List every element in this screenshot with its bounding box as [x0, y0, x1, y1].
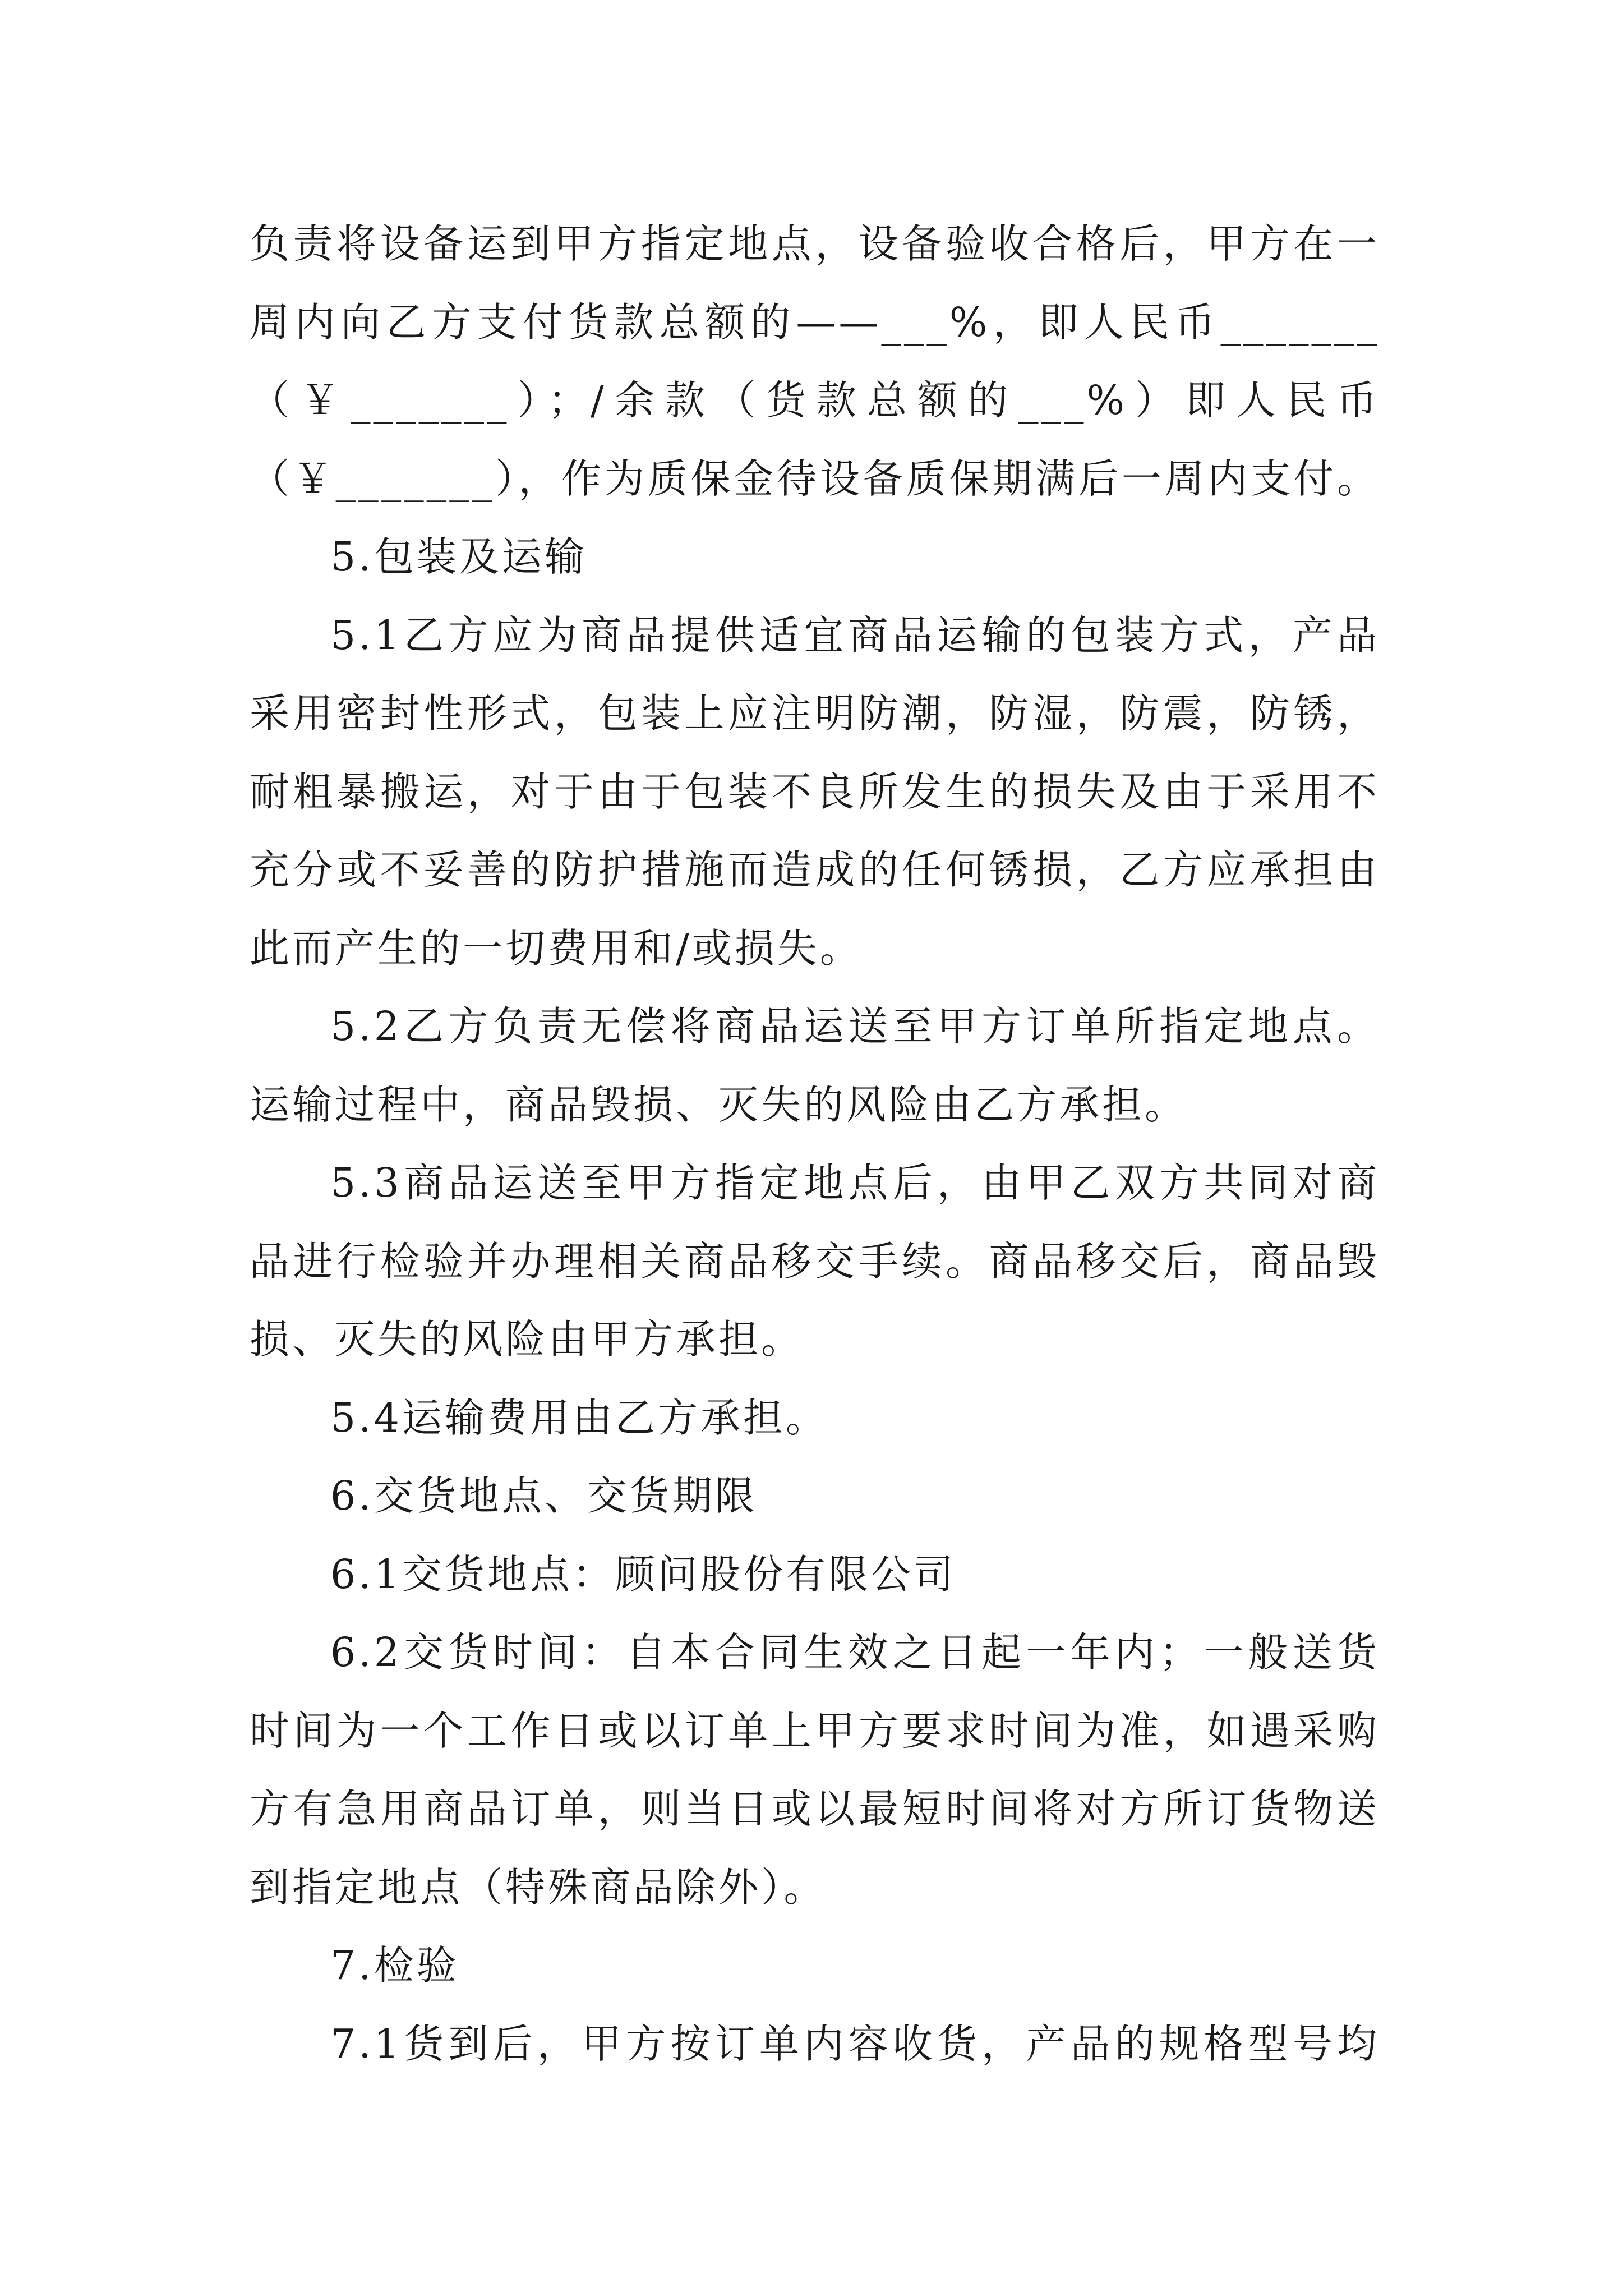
- clause-7-1-line-1: 7.1货到后，甲方按订单内容收货，产品的规格型号均: [330, 2020, 1380, 2067]
- clause-5-1-line-5: 此而产生的一切费用和/或损失。: [250, 924, 863, 972]
- clause-5-1-line-1: 5.1乙方应为商品提供适宜商品运输的包装方式，产品: [330, 611, 1380, 659]
- contract-text: [250, 205, 1380, 2083]
- clause-5-2-line-1: 5.2乙方负责无偿将商品运送至甲方订单所指定地点。: [330, 1003, 1380, 1050]
- payment-clause-line-4: （￥_______），作为质保金待设备质保期满后一周内支付。: [250, 455, 1380, 502]
- clause-5-2-line-2: 运输过程中，商品毁损、灭失的风险由乙方承担。: [250, 1081, 1188, 1128]
- payment-clause-line-3: （￥_______）；/余款（货款总额的___%）即人民币: [250, 377, 1380, 424]
- clause-5-1-line-2: 采用密封性形式，包装上应注明防潮，防湿，防震，防锈，: [250, 690, 1380, 737]
- clause-6-1: 6.1交货地点：顾问股份有限公司: [330, 1550, 956, 1598]
- clause-5-3-line-1: 5.3商品运送至甲方指定地点后，由甲乙双方共同对商: [330, 1159, 1380, 1206]
- clause-6-2-line-1: 6.2交货时间：自本合同生效之日起一年内；一般送货: [330, 1629, 1380, 1676]
- payment-clause-line-1: 负责将设备运到甲方指定地点，设备验收合格后，甲方在一: [250, 220, 1380, 267]
- clause-5-1-line-4: 充分或不妥善的防护措施而造成的任何锈损，乙方应承担由: [250, 846, 1380, 893]
- payment-clause-line-2: 周内向乙方支付货款总额的——___%，即人民币_______: [250, 298, 1380, 346]
- clause-5-3-line-2: 品进行检验并办理相关商品移交手续。商品移交后，商品毁: [250, 1237, 1380, 1285]
- clause-5-3-line-3: 损、灭失的风险由甲方承担。: [250, 1316, 804, 1363]
- clause-6-2-line-4: 到指定地点（特殊商品除外）。: [250, 1864, 827, 1911]
- clause-5-1-line-3: 耐粗暴搬运，对于由于包装不良所发生的损失及由于采用不: [250, 768, 1380, 815]
- clause-6-2-line-2: 时间为一个工作日或以订单上甲方要求时间为准，如遇采购: [250, 1707, 1380, 1754]
- clause-6-2-line-3: 方有急用商品订单，则当日或以最短时间将对方所订货物送: [250, 1786, 1380, 1832]
- section-heading-delivery: 6.交货地点、交货期限: [330, 1473, 758, 1519]
- clause-5-4: 5.4运输费用由乙方承担。: [330, 1394, 828, 1441]
- section-heading-inspection: 7.检验: [330, 1942, 459, 1989]
- section-heading-packaging: 5.包装及运输: [330, 533, 587, 580]
